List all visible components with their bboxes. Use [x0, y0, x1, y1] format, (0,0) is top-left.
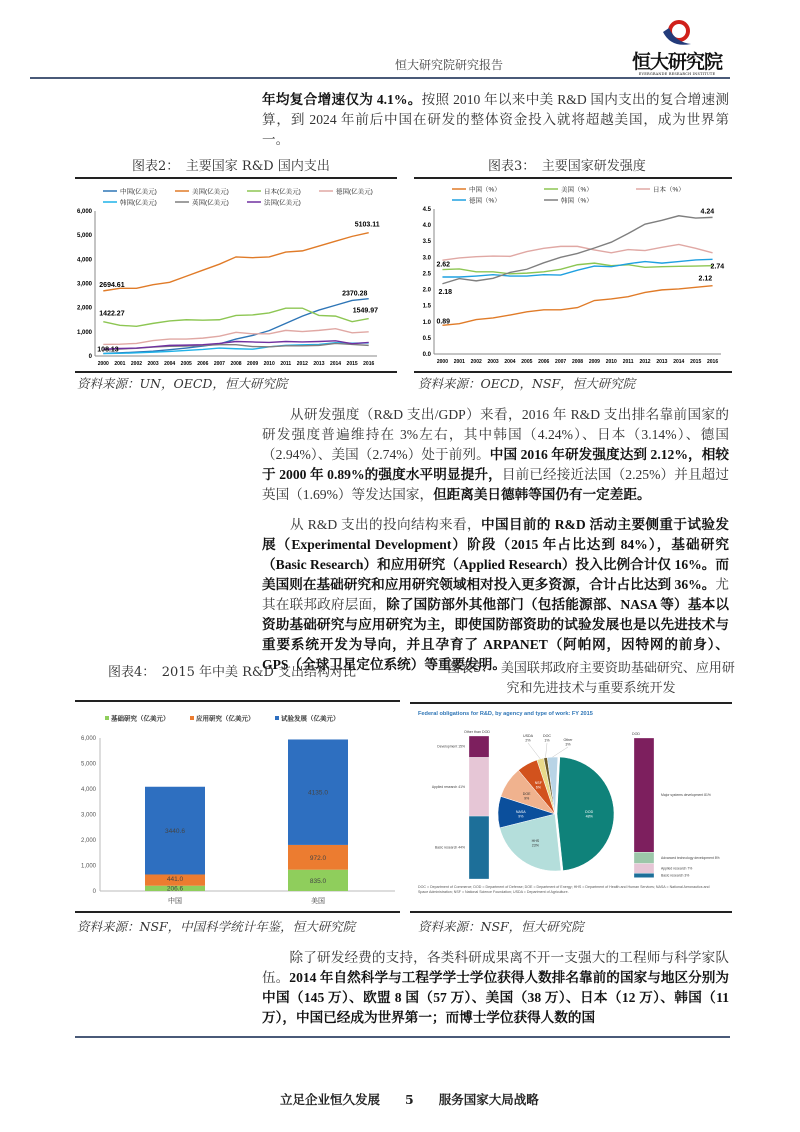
pie-slice-label: HHS: [531, 839, 540, 844]
series-line: [103, 308, 368, 326]
series-line: [103, 233, 368, 291]
data-label: 2.12: [698, 275, 713, 283]
x-tick-label: 2005: [521, 359, 533, 365]
x-tick-label: 2013: [656, 359, 668, 365]
text: 除了研发经费的支持，各类科研成果离不开一支强大的工程师与科学家队伍。: [262, 950, 730, 985]
chart-note-text: DOC = Department of Commerce; DOD = Department of Defense; DOE = Department of Energy; HHS = Department of Health and Human Services; NASA = National Aeronautics and Space Administration; NSF = National Science Foundation; USDA = Department of Agriculture.: [418, 885, 710, 894]
x-tick-label: 2009: [588, 359, 600, 365]
figure-2-source: 资料来源：UN，OECD，恒大研究院: [77, 376, 288, 391]
x-tick-label: 2002: [470, 359, 482, 365]
x-tick-label: 2013: [313, 361, 325, 367]
pie-slice-label: NASA: [515, 809, 526, 814]
figure-3-caption: 图表3： 主要国家研发强度: [488, 159, 646, 174]
text: 从 R&D 支出的投向结构来看，: [289, 517, 481, 532]
bar-segment: [634, 738, 654, 852]
text: 从研发强度（R&D 支出/GDP）来看，2016 年 R&D 支出排名靠前国家的研发强度普遍维持在 3%左右，其中韩国（4.24%）、日本（3.14%）、德国（2.94%）、美国（2.74%）处于前列。: [262, 407, 730, 462]
pie-slice-pct: 23%: [531, 843, 540, 848]
bar-segment-label: Advanced technology development 8%: [661, 855, 720, 860]
legend-label: 日本（%）: [653, 186, 685, 194]
x-tick-label: 2000: [97, 361, 109, 367]
figure-2-box: [75, 177, 397, 373]
bar-segment-label: Basic research 3%: [661, 873, 690, 878]
legend-swatch: [190, 716, 194, 720]
y-tick-label: 3,000: [76, 281, 92, 288]
y-tick-label: 3.5: [422, 239, 431, 246]
y-tick-label: 0: [92, 889, 96, 895]
figure-5-source: 资料来源：NSF，恒大研究院: [418, 919, 584, 934]
x-tick-label: 2003: [147, 361, 159, 367]
pie-slice-label: NSF: [534, 781, 542, 786]
bar-title: Other than DOD: [464, 730, 490, 734]
figure-4-source: 资料来源：NSF，中国科学统计年鉴，恒大研究院: [77, 919, 356, 934]
logo-subtitle: EVERGRANDE RESEARCH INSTITUTE: [638, 72, 716, 76]
text: 按照 2010 年以来中美 R&D 国内支出的复合增速测算，到 2024 年前后中国在研发的整体资金投入就将超越美国，成为世界第一。: [262, 92, 729, 147]
x-tick-label: 2007: [213, 361, 225, 367]
series-line: [442, 244, 712, 260]
rd-structure-stacked-bar-chart: [75, 702, 400, 911]
bar-segment: [469, 736, 489, 757]
x-tick-label: 2014: [329, 361, 342, 367]
x-tick-label: 2016: [706, 359, 719, 365]
legend-label: 韩国（%）: [561, 197, 593, 205]
data-label: 2370.28: [342, 290, 368, 298]
bar-segment-label: Basic research 44%: [434, 845, 465, 850]
data-label: 5103.11: [354, 221, 380, 229]
y-tick-label: 6,000: [80, 736, 96, 742]
logo: [632, 20, 722, 76]
figure-4-caption: 图表4： 2015 年中美 R&D 支出结构对比: [108, 665, 357, 680]
x-tick-label: 2003: [487, 359, 499, 365]
x-tick-label: 2008: [571, 359, 584, 365]
bold-text: 2014 年自然科学与工程学学士学位获得人数排名靠前的国家与地区分别为中国（145 万）、欧盟 8 国（57 万）、美国（38 万）、日本（12 万）、韩国（11 万），中国已经成为世界第一；而博士学位获得人数的国: [262, 970, 729, 1025]
data-label: 2.74: [710, 263, 725, 271]
x-tick-label: 2006: [538, 359, 550, 365]
y-tick-label: 0.5: [422, 335, 431, 342]
x-tick-label: 2006: [197, 361, 209, 367]
footer: [280, 1090, 539, 1108]
y-tick-label: 0.0: [422, 352, 431, 358]
legend-label: 德国（%）: [469, 197, 501, 205]
bold-text: 但距离美日德韩等国仍有一定差距。: [433, 487, 651, 502]
paragraph-3: [262, 515, 729, 675]
header-divider: [30, 77, 730, 79]
y-tick-label: 2,000: [80, 838, 96, 844]
page-number: 5: [405, 1092, 414, 1107]
x-tick-label: 2012: [296, 361, 308, 367]
legend-label: 中国(亿美元): [120, 188, 157, 196]
figure-3-box: [414, 177, 732, 373]
x-tick-label: 2001: [453, 359, 465, 365]
x-tick-label: 2012: [639, 359, 651, 365]
bar-segment-label: Applied research 7%: [661, 866, 693, 871]
pie-slice-label: DOD: [585, 810, 594, 815]
y-tick-label: 6,000: [76, 209, 92, 215]
bold-text: 中国目前的 R&D 活动主要侧重于试验发展（Experimental Development）阶段（2015 年占比达到 84%），基础研究（Basic Research）和应用研究（Applied Research）投入比例合计仅 16%。而美国则在基础研究和应用研究领域相对投入更多资源，合计占比达到 36%。: [262, 517, 729, 592]
y-tick-label: 1,000: [80, 863, 96, 870]
bar-segment: [634, 873, 654, 877]
data-label: 2.62: [436, 261, 451, 269]
leader-line: [528, 743, 540, 759]
federal-rd-pie-chart: [410, 704, 732, 911]
legend-label: 基础研究（亿美元）: [111, 715, 170, 723]
y-tick-label: 5,000: [80, 761, 96, 768]
bar-data-label: 972.0: [309, 854, 327, 862]
legend-label: 韩国(亿美元): [120, 199, 157, 207]
figure-3-source: 资料来源：OECD，NSF，恒大研究院: [418, 376, 636, 391]
chart-note: [418, 885, 718, 911]
figure-5-caption: 图表5： 美国联邦政府主要资助基础研究、应用研究和先进技术与重要系统开发: [447, 661, 735, 696]
bar-data-label: 4135.0: [308, 789, 328, 797]
bar-segment: [634, 863, 654, 873]
y-tick-label: 5,000: [76, 233, 92, 240]
pie-slice-pct: 2%: [525, 738, 531, 743]
series-line: [442, 259, 712, 277]
data-label: 2.18: [438, 288, 453, 296]
x-tick-label: 2008: [230, 361, 242, 367]
y-tick-label: 4.5: [422, 207, 431, 213]
legend-label: 英国(亿美元): [192, 199, 229, 207]
x-tick-label: 2010: [263, 361, 275, 367]
figure-4-box: [75, 700, 400, 913]
x-tick-label: 2015: [346, 361, 358, 367]
bar-data-label: 3440.6: [165, 828, 185, 836]
paragraph-1: [262, 90, 729, 150]
x-tick-label: 2015: [690, 359, 702, 365]
legend-label: 日本(亿美元): [264, 188, 301, 196]
bar-data-label: 441.0: [166, 876, 184, 884]
y-tick-label: 2,000: [76, 305, 92, 312]
pie-slice-label: DOE: [522, 791, 531, 796]
x-tick-label: 2014: [673, 359, 685, 365]
x-tick-label: 2005: [180, 361, 192, 367]
bar-segment: [634, 852, 654, 863]
logo-name: 恒大研究院: [632, 51, 723, 73]
pie-slice-label: Other: [563, 738, 573, 742]
y-tick-label: 2.5: [422, 271, 431, 278]
series-line: [442, 263, 712, 274]
footer-divider: [75, 1036, 730, 1038]
y-tick-label: 0: [88, 354, 92, 360]
x-tick-label: 2002: [130, 361, 143, 367]
pie-slice-pct: 48%: [585, 814, 593, 819]
pie-slice-pct: 6%: [535, 785, 541, 790]
bar-segment: [469, 757, 489, 816]
bold-text: 中国 2016 年研发强度达到 2.12%，相较于 2000 年 0.89%的强度水平明显提升，: [262, 447, 729, 482]
paragraph-2: [262, 405, 729, 505]
bar-segment-label: Major systems development 81%: [661, 793, 711, 798]
rd-intensity-line-chart: [414, 179, 732, 371]
legend-swatch: [275, 716, 279, 720]
bold-text: 除了国防部外其他部门（包括能源部、NASA 等）基本以资助基础研究与应用研究为主，即使国防部资助的试验发展也是以先进技术与重要系统开发为导向，并且孕育了 ARPANET（阿帕网，因特网的前身）、GPS（全球卫星定位系统）等重要发明。: [262, 597, 729, 672]
legend-label: 试验发展（亿美元）: [281, 715, 340, 723]
legend-label: 美国（%）: [561, 186, 593, 194]
x-tick-label: 2011: [280, 361, 292, 367]
text: 尤其在联邦政府层面，: [262, 577, 729, 612]
y-tick-label: 3.0: [422, 255, 431, 262]
x-tick-label: 美国: [311, 898, 325, 905]
data-label: 2694.61: [99, 281, 125, 289]
x-tick-label: 2011: [622, 359, 634, 365]
paragraph-4: [262, 948, 729, 1028]
pie-slice-label: DOC: [543, 734, 551, 738]
bar-title: DOD: [632, 732, 640, 736]
series-line: [442, 216, 712, 284]
legend-label: 法国(亿美元): [264, 199, 301, 207]
pie-slice-label: USDA: [523, 734, 533, 738]
legend-label: 德国(亿美元): [336, 188, 373, 196]
x-tick-label: 中国: [168, 898, 182, 905]
data-label: 1549.97: [352, 307, 379, 315]
x-tick-label: 2007: [555, 359, 567, 365]
y-tick-label: 4,000: [76, 257, 92, 264]
leader-line: [545, 743, 547, 758]
rd-expenditure-line-chart: [75, 179, 397, 371]
pie-slice-pct: 9%: [518, 814, 524, 819]
bar-data-label: 835.0: [309, 877, 327, 885]
figure-5-box: [410, 702, 732, 913]
legend-label: 应用研究（亿美元）: [196, 715, 255, 723]
pie-slice-pct: 9%: [524, 796, 530, 801]
bold-text: 年均复合增速仅为 4.1%。: [262, 92, 422, 107]
x-tick-label: 2010: [605, 359, 617, 365]
data-label: 1422.27: [99, 310, 125, 318]
x-tick-label: 2004: [164, 361, 176, 367]
series-line: [442, 286, 712, 326]
report-header-title: 恒大研究院研究报告: [395, 58, 504, 72]
y-tick-label: 4.0: [422, 223, 431, 230]
footer-slogan-left: 立足企业恒久发展: [280, 1092, 381, 1107]
logo-icon: [657, 20, 697, 48]
y-tick-label: 4,000: [80, 787, 96, 793]
bar-segment: [469, 816, 489, 879]
y-tick-label: 1.5: [422, 303, 431, 310]
figure-2-caption: 图表2： 主要国家 R&D 国内支出: [132, 159, 330, 174]
x-tick-label: 2016: [363, 361, 375, 367]
legend-label: 美国(亿美元): [192, 188, 229, 196]
pie-slice-pct: 3%: [565, 742, 571, 747]
bar-segment-label: Applied research 41%: [431, 784, 465, 789]
leader-line: [553, 747, 568, 757]
data-label: 0.89: [436, 318, 451, 326]
bar-data-label: 206.6: [166, 885, 184, 893]
y-tick-label: 1,000: [76, 329, 92, 336]
x-tick-label: 2001: [114, 361, 126, 367]
legend-label: 中国（%）: [469, 186, 501, 194]
legend-swatch: [105, 716, 109, 720]
x-tick-label: 2004: [504, 359, 516, 365]
x-tick-label: 2000: [436, 359, 449, 365]
y-tick-label: 1.0: [422, 319, 431, 326]
data-label: 4.24: [700, 208, 715, 216]
footer-slogan-right: 服务国家大局战略: [438, 1092, 539, 1107]
y-tick-label: 3,000: [80, 812, 96, 819]
data-label: 108.13: [97, 346, 119, 354]
pie-slice-pct: 1%: [544, 738, 550, 743]
y-tick-label: 2.0: [422, 287, 431, 294]
bar-segment-label: Development 15%: [437, 744, 465, 749]
x-tick-label: 2009: [247, 361, 259, 367]
chart-title: Federal obligations for R&D, by agency and type of work: FY 2015: [418, 711, 593, 717]
text: 目前已经接近法国（2.25%）并且超过英国（1.69%）等发达国家，: [262, 467, 729, 502]
